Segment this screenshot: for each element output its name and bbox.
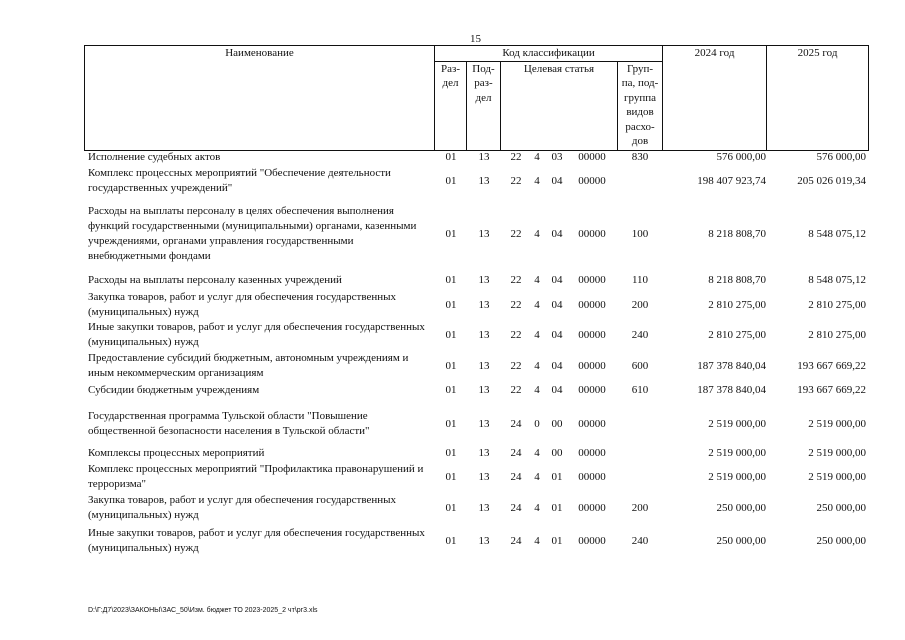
row-y2024: 576 000,00 [716, 151, 766, 163]
row-y2024: 198 407 923,74 [697, 174, 766, 187]
row-c1: 24 [510, 534, 522, 547]
table-row [84, 462, 868, 492]
row-name: Иные закупки товаров, работ и услуг для обеспечения государственных (муниципальных) нужд [88, 321, 425, 348]
row-c2: 4 [534, 384, 540, 396]
row-y2025: 205 026 019,34 [797, 174, 866, 187]
row-y2024: 2 519 000,00 [708, 470, 766, 483]
row-c4: 00000 [578, 417, 606, 430]
row-c1: 24 [510, 470, 522, 483]
table-header [84, 45, 869, 151]
file-path-footer: D:\Г:Д7\2023\ЗАКОНЫ\ЗАС_50\Изм. бюджет ТО 2023-2025_2 чт\рг3.xls [88, 607, 318, 614]
row-razdel: 01 [445, 501, 457, 514]
row-c3: 04 [551, 174, 563, 187]
row-c1: 22 [510, 274, 522, 286]
row-c3: 04 [551, 274, 563, 286]
row-c4: 00000 [578, 470, 606, 483]
row-c3: 01 [551, 534, 563, 547]
row-name: Государственная программа Тульской области "Повышение общественной безопасности населения в Тульской области" [88, 410, 370, 437]
header-section: Раз- дел [435, 61, 467, 151]
header-code-group: Код классификации [435, 46, 663, 62]
row-y2024: 2 810 275,00 [708, 298, 766, 311]
row-c2: 4 [534, 501, 540, 514]
row-name: Закупка товаров, работ и услуг для обеспечения государственных (муниципальных) нужд [88, 494, 397, 521]
row-y2025: 250 000,00 [816, 501, 866, 514]
row-c2: 4 [534, 227, 540, 240]
row-razdel: 01 [445, 274, 457, 286]
row-y2024: 250 000,00 [716, 534, 766, 547]
row-vid: 240 [631, 534, 649, 547]
row-y2025: 2 810 275,00 [808, 328, 866, 341]
table-row [84, 166, 868, 196]
row-razdel: 01 [445, 151, 457, 163]
table-row [84, 526, 868, 556]
row-c4: 00000 [578, 274, 606, 286]
row-c3: 04 [551, 328, 563, 341]
row-c4: 00000 [578, 174, 606, 187]
row-c2: 4 [534, 174, 540, 187]
row-podrazdel: 13 [478, 470, 490, 483]
row-razdel: 01 [445, 384, 457, 396]
row-vid: 200 [631, 501, 649, 514]
row-podrazdel: 13 [478, 501, 490, 514]
row-y2025: 2 810 275,00 [808, 298, 866, 311]
row-c4: 00000 [578, 227, 606, 240]
row-y2025: 2 519 000,00 [808, 447, 866, 459]
table-row [84, 446, 868, 461]
row-c4: 00000 [578, 298, 606, 311]
row-y2025: 576 000,00 [816, 151, 866, 163]
row-c4: 00000 [578, 359, 606, 372]
row-y2025: 2 519 000,00 [808, 470, 866, 483]
row-name: Предоставление субсидий бюджетным, автономным учреждениям и иным некоммерческим организациям [88, 352, 409, 379]
row-name: Субсидии бюджетным учреждениям [88, 384, 260, 396]
row-c1: 22 [510, 328, 522, 341]
row-y2024: 250 000,00 [716, 501, 766, 514]
row-podrazdel: 13 [478, 328, 490, 341]
row-y2025: 8 548 075,12 [808, 227, 866, 240]
row-y2024: 187 378 840,04 [697, 359, 766, 372]
row-c1: 24 [510, 501, 522, 514]
row-c3: 01 [551, 470, 563, 483]
header-year-2025: 2025 год [767, 46, 869, 151]
row-podrazdel: 13 [478, 447, 490, 459]
table-row [84, 351, 868, 381]
row-y2024: 2 810 275,00 [708, 328, 766, 341]
row-y2025: 193 667 669,22 [797, 359, 866, 372]
row-c2: 4 [534, 470, 540, 483]
row-razdel: 01 [445, 417, 457, 430]
row-c2: 4 [534, 359, 540, 372]
row-c2: 4 [534, 298, 540, 311]
row-c1: 22 [510, 174, 522, 187]
row-razdel: 01 [445, 328, 457, 341]
row-name: Комплекс процессных мероприятий "Профилактика правонарушений и терроризма" [88, 463, 424, 490]
table-row [84, 290, 868, 320]
row-y2025: 2 519 000,00 [808, 417, 866, 430]
row-c4: 00000 [578, 151, 606, 163]
row-c4: 00000 [578, 447, 606, 459]
row-c1: 22 [510, 151, 522, 163]
row-podrazdel: 13 [478, 151, 490, 163]
row-podrazdel: 13 [478, 384, 490, 396]
row-vid: 100 [631, 227, 649, 240]
row-y2024: 8 218 808,70 [708, 274, 766, 286]
row-podrazdel: 13 [478, 359, 490, 372]
row-y2024: 187 378 840,04 [697, 384, 766, 396]
row-y2024: 2 519 000,00 [708, 417, 766, 430]
row-y2025: 8 548 075,12 [808, 274, 866, 286]
row-vid: 600 [631, 359, 649, 372]
header-target-article: Целевая статья [501, 61, 618, 151]
row-podrazdel: 13 [478, 417, 490, 430]
row-y2025: 193 667 669,22 [797, 384, 866, 396]
row-c2: 4 [534, 151, 540, 163]
header-expense-group: Груп- па, под- группа видов расхо- дов [618, 61, 663, 151]
row-c3: 03 [551, 151, 563, 163]
row-razdel: 01 [445, 534, 457, 547]
row-c3: 04 [551, 384, 563, 396]
row-c3: 04 [551, 227, 563, 240]
row-name: Расходы на выплаты персоналу в целях обеспечения выполнения функций государственными (муниципальными) органами, казенными учреждениями, органами управления государственными внебюджетными фондами [88, 205, 417, 262]
row-c2: 4 [534, 328, 540, 341]
row-c1: 22 [510, 298, 522, 311]
row-razdel: 01 [445, 227, 457, 240]
row-vid: 240 [631, 328, 649, 341]
table-row [84, 493, 868, 523]
row-razdel: 01 [445, 447, 457, 459]
row-vid: 830 [631, 151, 649, 163]
row-c2: 4 [534, 534, 540, 547]
row-c4: 00000 [578, 501, 606, 514]
table-row [84, 320, 868, 350]
row-vid: 610 [631, 384, 649, 396]
row-c1: 22 [510, 384, 522, 396]
row-podrazdel: 13 [478, 534, 490, 547]
row-c1: 24 [510, 447, 522, 459]
row-razdel: 01 [445, 359, 457, 372]
row-vid: 110 [631, 274, 649, 286]
page-number: 15 [470, 33, 481, 45]
row-c4: 00000 [578, 328, 606, 341]
row-c3: 00 [551, 417, 563, 430]
row-y2024: 8 218 808,70 [708, 227, 766, 240]
row-name: Иные закупки товаров, работ и услуг для обеспечения государственных (муниципальных) нужд [88, 527, 425, 554]
header-subsection: Под- раз- дел [467, 61, 501, 151]
row-name: Расходы на выплаты персоналу казенных учреждений [88, 274, 342, 286]
row-name: Комплексы процессных мероприятий [88, 447, 265, 459]
row-c4: 00000 [578, 534, 606, 547]
row-podrazdel: 13 [478, 227, 490, 240]
table-row [84, 204, 868, 264]
row-c3: 00 [551, 447, 563, 459]
row-c1: 24 [510, 417, 522, 430]
row-razdel: 01 [445, 298, 457, 311]
row-y2025: 250 000,00 [816, 534, 866, 547]
row-c1: 22 [510, 359, 522, 372]
row-razdel: 01 [445, 470, 457, 483]
header-name: Наименование [85, 46, 435, 151]
row-c3: 04 [551, 298, 563, 311]
row-c3: 04 [551, 359, 563, 372]
table-row [84, 383, 868, 398]
row-podrazdel: 13 [478, 174, 490, 187]
row-name: Исполнение судебных актов [88, 151, 221, 163]
row-c3: 01 [551, 501, 563, 514]
header-year-2024: 2024 год [663, 46, 767, 151]
table-row [84, 150, 868, 165]
table-row [84, 273, 868, 288]
row-podrazdel: 13 [478, 274, 490, 286]
row-vid: 200 [631, 298, 649, 311]
row-c2: 4 [534, 274, 540, 286]
row-c1: 22 [510, 227, 522, 240]
row-name: Закупка товаров, работ и услуг для обеспечения государственных (муниципальных) нужд [88, 291, 397, 318]
row-name: Комплекс процессных мероприятий "Обеспечение деятельности государственных учреждений" [88, 167, 391, 194]
row-razdel: 01 [445, 174, 457, 187]
row-c2: 4 [534, 447, 540, 459]
row-y2024: 2 519 000,00 [708, 447, 766, 459]
row-podrazdel: 13 [478, 298, 490, 311]
row-c2: 0 [534, 417, 540, 430]
table-row [84, 409, 868, 439]
row-c4: 00000 [578, 384, 606, 396]
